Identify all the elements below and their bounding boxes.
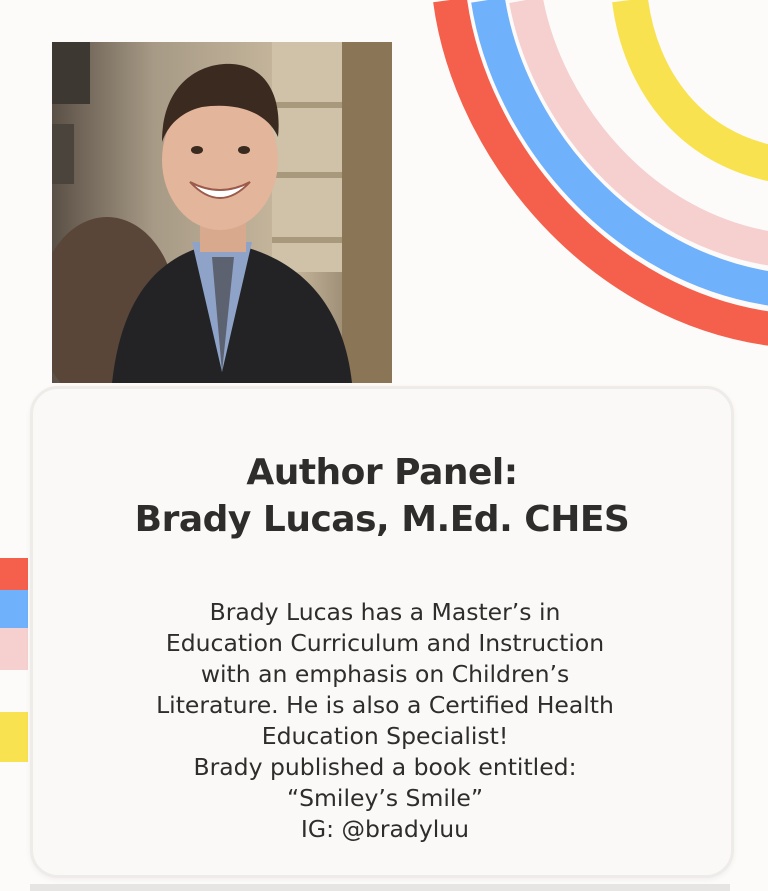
bio-line: Education Specialist! xyxy=(261,722,509,750)
bio-line: Literature. He is also a Certified Health xyxy=(156,691,614,719)
book-title: “Smiley’s Smile” xyxy=(286,784,484,812)
bio-line: with an emphasis on Children’s xyxy=(200,660,570,688)
stripe-blue xyxy=(0,590,28,628)
instagram-handle: IG: @bradyluu xyxy=(300,815,470,843)
stripe-red xyxy=(0,558,28,590)
author-panel-title xyxy=(33,449,731,543)
bottom-edge-bar xyxy=(30,884,730,891)
rainbow-yellow-arc xyxy=(630,0,768,165)
bio-line: Education Curriculum and Instruction xyxy=(165,629,605,657)
title-line-1: Author Panel: xyxy=(246,452,518,493)
stripe-pink xyxy=(0,628,28,670)
author-bio xyxy=(73,597,697,845)
author-photo xyxy=(52,42,392,383)
bio-line: Brady published a book entitled: xyxy=(193,753,577,781)
title-line-2: Brady Lucas, M.Ed. CHES xyxy=(134,499,630,540)
stripe-yellow xyxy=(0,712,28,762)
author-info-card xyxy=(30,386,734,878)
bio-line: Brady Lucas has a Master’s in xyxy=(209,598,561,626)
